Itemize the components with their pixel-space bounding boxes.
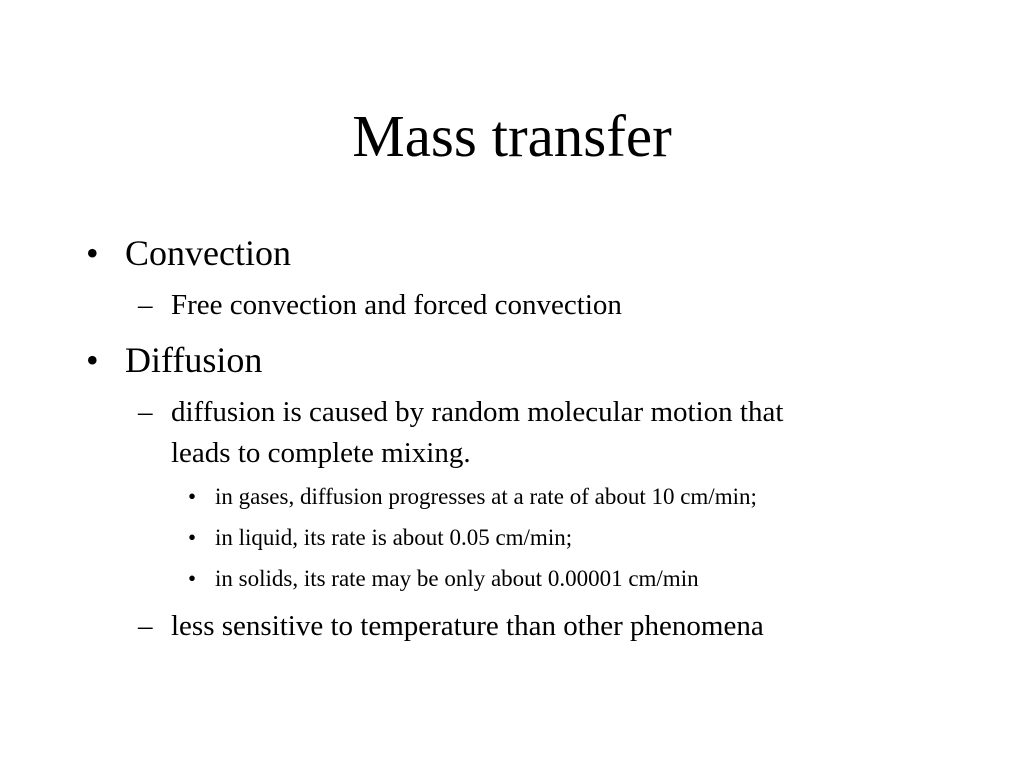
sub-sub-text-gases: in gases, diffusion progresses at a rate of about 10 cm/min; — [215, 484, 757, 509]
bullet-marker: • — [188, 484, 197, 509]
bullet-text-convection: Convection — [125, 233, 291, 273]
sub-text-diffusion-cause-line1: diffusion is caused by random molecular motion that — [171, 396, 784, 428]
sub-text-diffusion-cause-line2: leads to complete mixing. — [171, 437, 471, 469]
sub-text-convection-types: Free convection and forced convection — [171, 289, 622, 321]
dash-marker: – — [138, 610, 153, 642]
dash-marker: – — [138, 289, 153, 321]
slide-title: Mass transfer — [352, 103, 672, 169]
bullet-marker: • — [86, 233, 99, 273]
bullet-text-diffusion: Diffusion — [125, 340, 263, 380]
bullet-marker: • — [188, 525, 197, 550]
sub-sub-text-solids: in solids, its rate may be only about 0.00001 cm/min — [215, 566, 699, 591]
sub-sub-text-liquid: in liquid, its rate is about 0.05 cm/min; — [215, 525, 573, 550]
dash-marker: – — [138, 396, 153, 428]
bullet-marker: • — [188, 566, 197, 591]
bullet-marker: • — [86, 340, 99, 380]
sub-text-temperature: less sensitive to temperature than other phenomena — [171, 610, 764, 642]
